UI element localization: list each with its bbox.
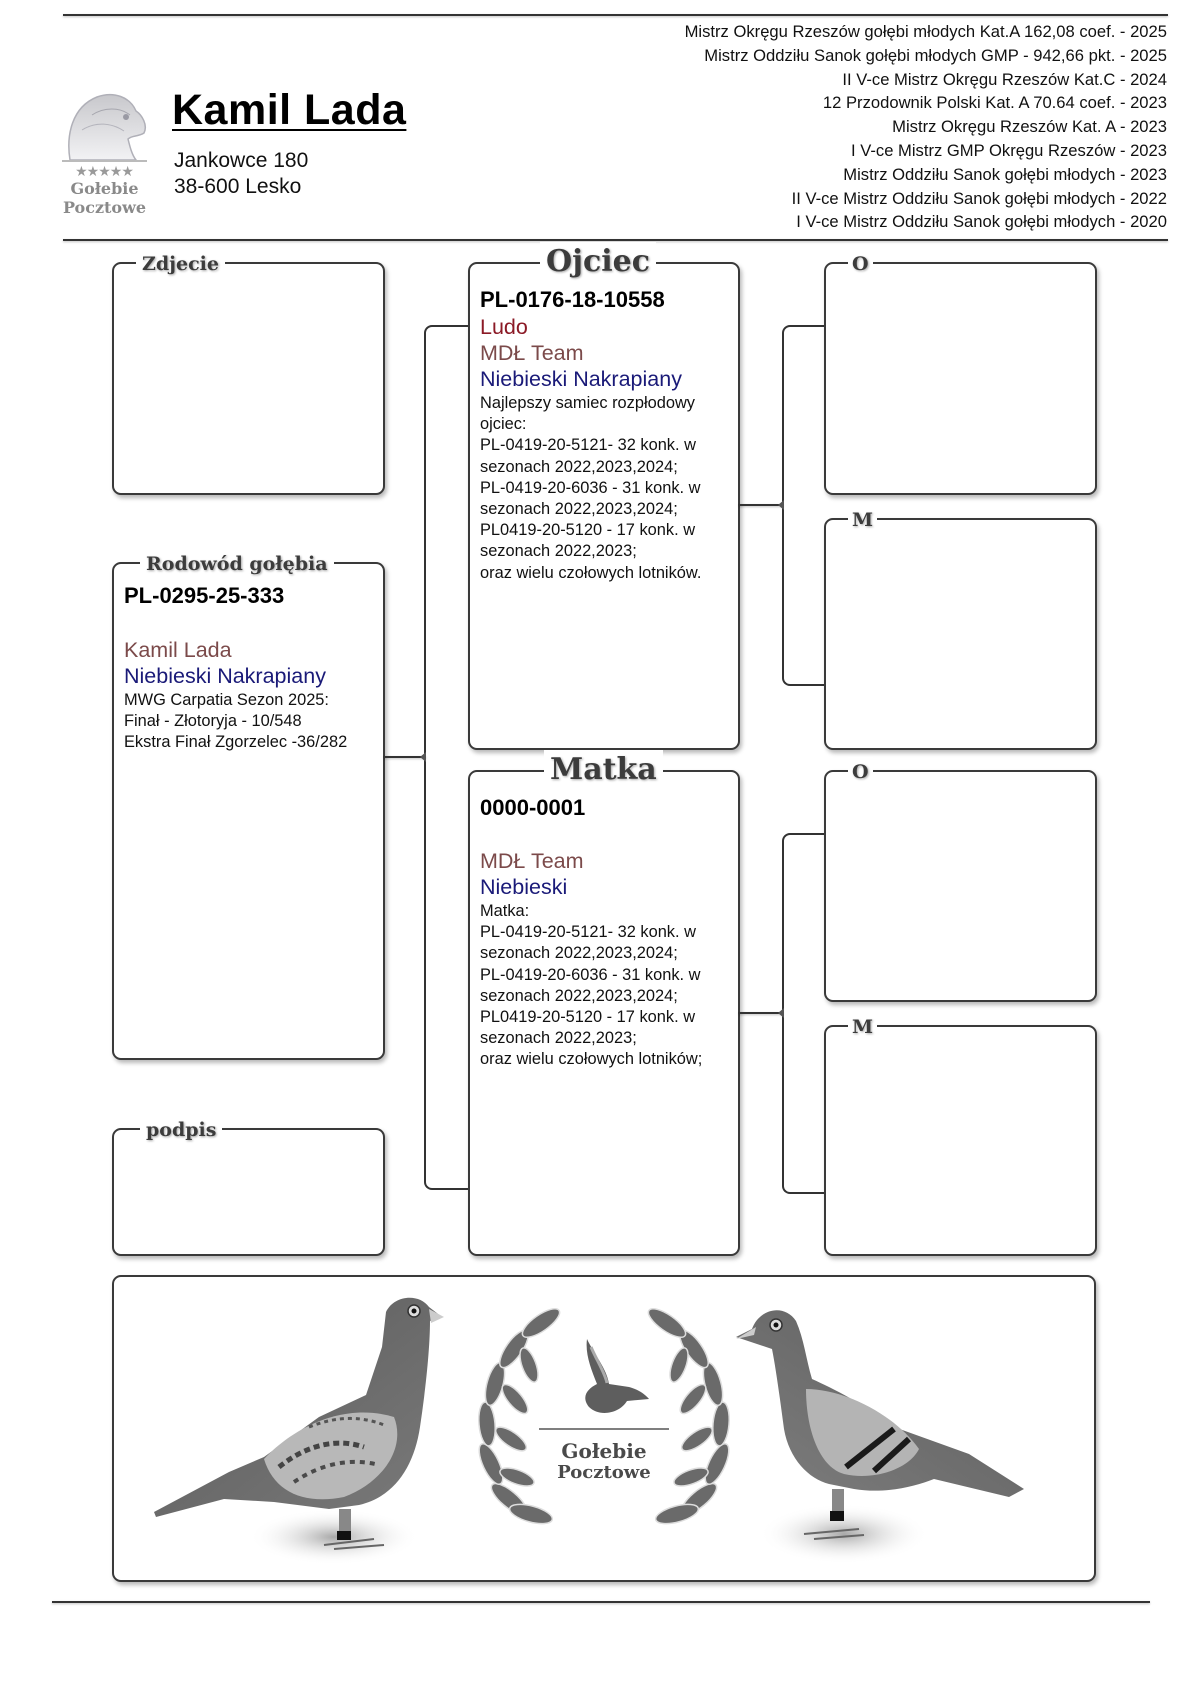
mother-father-legend: O bbox=[848, 757, 873, 787]
signature-box-legend: podpis bbox=[140, 1115, 222, 1145]
owner-address bbox=[174, 148, 308, 200]
father-father-box bbox=[824, 253, 1097, 495]
mother-ring-number: 0000-0001 bbox=[480, 795, 586, 820]
father-box-legend: Ojciec bbox=[540, 242, 656, 282]
pigeon-breeder: Kamil Lada bbox=[124, 638, 232, 662]
pigeon-ring-number: PL-0295-25-333 bbox=[124, 583, 285, 608]
father-color: Niebieski Nakrapiany bbox=[480, 367, 682, 391]
mother-breeder: MDŁ Team bbox=[480, 849, 584, 873]
connector-to-father-mother bbox=[782, 504, 826, 686]
mother-box bbox=[468, 752, 740, 1256]
pigeon-notes: MWG Carpatia Sezon 2025: Finał - Złotoryja - 10/548 Ekstra Finał Zgorzelec -36/282 bbox=[124, 691, 348, 752]
mother-details bbox=[480, 794, 730, 1071]
connector-to-father-father bbox=[782, 325, 826, 507]
connector-pigeon bbox=[383, 756, 425, 758]
golebie-pocztowe-logo bbox=[52, 85, 157, 225]
father-details bbox=[480, 286, 730, 584]
father-father-legend: O bbox=[848, 249, 873, 279]
father-breeder: MDŁ Team bbox=[480, 341, 584, 365]
achievement-item: Mistrz Okręgu Rzeszów gołębi młodych Kat.A 162,08 coef. - 2025 bbox=[684, 22, 1167, 41]
connector-to-mother-mother bbox=[782, 1012, 826, 1194]
achievement-item: II V-ce Mistrz Oddziłu Sanok gołębi młodych - 2022 bbox=[791, 188, 1167, 208]
connector-arrow-icon bbox=[420, 752, 426, 762]
header-rule bbox=[63, 239, 1168, 241]
logo-text-line2: Pocztowe bbox=[62, 198, 147, 217]
father-name: Ludo bbox=[480, 315, 528, 339]
achievement-item: I V-ce Mistrz Oddziłu Sanok gołębi młodych - 2020 bbox=[796, 212, 1167, 232]
mother-box-legend: Matka bbox=[544, 750, 663, 790]
connector-arrow-icon bbox=[778, 500, 784, 510]
father-notes: Najlepszy samiec rozpłodowy ojciec: PL-0419-20-5121- 32 konk. w sezonach 2022,2023,2024; PL-0419-20-6036 - 31 konk. w sezonach 2022,2023,2024; PL0419-20-5120 - 17 konk. w sezonach 2022,2023; oraz wielu czołowych lotników. bbox=[480, 394, 702, 582]
connector-mother bbox=[738, 1012, 782, 1014]
address-line2: 38-600 Lesko bbox=[174, 175, 302, 198]
achievement-item: Mistrz Oddziłu Sanok gołębi młodych - 2023 bbox=[843, 164, 1167, 184]
pigeon-box bbox=[112, 553, 385, 1060]
achievement-item: Mistrz Okręgu Rzeszów Kat. A - 2023 bbox=[892, 117, 1167, 137]
achievement-item: 12 Przodownik Polski Kat. A 70.64 coef. - 2023 bbox=[822, 93, 1167, 113]
left-pigeon-image bbox=[144, 1287, 444, 1572]
achievement-item: II V-ce Mistrz Okręgu Rzeszów Kat.C - 2024 bbox=[842, 69, 1167, 89]
signature-box[interactable] bbox=[112, 1119, 385, 1256]
mother-color: Niebieski bbox=[480, 875, 568, 899]
connector-to-mother bbox=[424, 756, 470, 1190]
logo-stars: ★★★★★ bbox=[75, 163, 133, 179]
emblem-wreath-icon bbox=[469, 1299, 739, 1544]
connector-to-mother-father bbox=[782, 833, 826, 1015]
achievement-item: Mistrz Oddziłu Sanok gołębi młodych GMP - 942,66 pkt. - 2025 bbox=[704, 45, 1167, 65]
pigeon-box-legend: Rodowód gołębia bbox=[140, 549, 334, 579]
address-line1: Jankowce 180 bbox=[174, 149, 309, 172]
emblem-text-line2: Pocztowe bbox=[557, 1462, 651, 1483]
pigeon-head-icon bbox=[52, 85, 157, 165]
mother-mother-box bbox=[824, 1016, 1097, 1256]
bottom-rule bbox=[52, 1601, 1150, 1603]
top-rule bbox=[63, 14, 1168, 16]
mother-mother-legend: M bbox=[848, 1012, 877, 1042]
mother-father-box bbox=[824, 761, 1097, 1002]
photo-box-legend: Zdjecie bbox=[136, 249, 225, 279]
achievements-list bbox=[685, 20, 1167, 234]
connector-to-father bbox=[424, 325, 470, 759]
owner-name: Kamil Lada bbox=[172, 86, 407, 134]
mother-notes: Matka: PL-0419-20-5121- 32 konk. w sezonach 2022,2023,2024; PL-0419-20-6036 - 31 konk. w sezonach 2022,2023,2024; PL0419-20-5120 - 17 konk. w sezonach 2022,2023; oraz wielu czołowych lotników; bbox=[480, 902, 703, 1069]
logo-text-line1: Gołebie bbox=[70, 179, 139, 198]
right-pigeon-image bbox=[734, 1289, 1034, 1569]
footer-banner bbox=[112, 1275, 1096, 1582]
father-ring-number: PL-0176-18-10558 bbox=[480, 287, 665, 312]
pigeon-color: Niebieski Nakrapiany bbox=[124, 664, 326, 688]
connector-father bbox=[738, 504, 782, 506]
achievement-item: I V-ce Mistrz GMP Okręgu Rzeszów - 2023 bbox=[851, 140, 1167, 160]
father-box bbox=[468, 244, 740, 750]
photo-box[interactable] bbox=[112, 253, 385, 495]
father-mother-legend: M bbox=[848, 505, 877, 535]
pigeon-details bbox=[124, 582, 375, 754]
emblem-text-line1: Gołebie bbox=[561, 1439, 647, 1463]
connector-arrow-icon bbox=[778, 1008, 784, 1018]
father-mother-box bbox=[824, 509, 1097, 750]
